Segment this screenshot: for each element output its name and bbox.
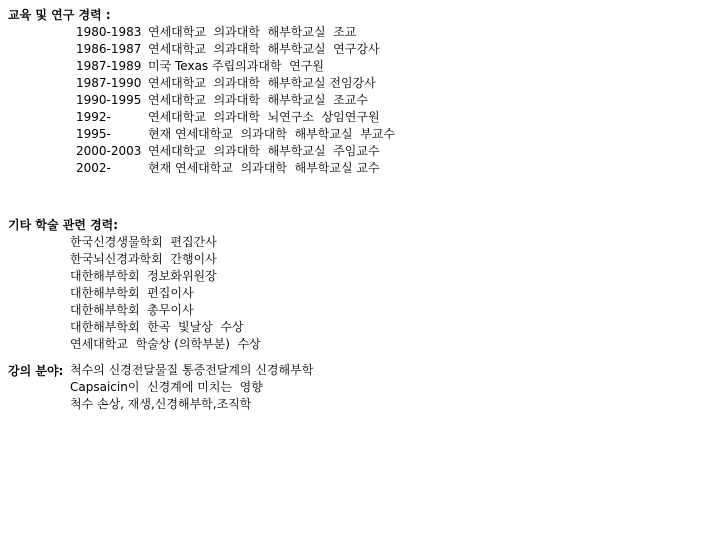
list-item: 척수 손상, 재생,신경해부학,조직학: [70, 397, 252, 411]
career-entry-detail: 미국 Texas 주립의과대학 연구원: [148, 59, 324, 73]
list-item: [76, 160, 395, 177]
career-entry-detail: 연세대학교 의과대학 뇌연구소 상임연구원: [148, 110, 380, 124]
career-entry-detail: 현재 연세대학교 의과대학 해부학교실 교수: [148, 161, 380, 175]
list-item: 대한해부학회 총무이사: [70, 303, 194, 317]
career-entry-detail: 현재 연세대학교 의과대학 해부학교실 부교수: [148, 127, 395, 141]
list-item: [76, 24, 395, 41]
list-item: [76, 75, 395, 92]
list-item: 척수의 신경전달물질 통증전달계의 신경해부학: [70, 363, 314, 377]
career-entry-period: 2002-: [76, 161, 111, 175]
career-entry-period: 1986-1987: [76, 42, 142, 56]
career-entry-detail: 연세대학교 의과대학 해부학교실 조교: [148, 25, 357, 39]
list-item: [76, 58, 395, 75]
career-entry-detail: 연세대학교 의과대학 해부학교실 연구강사: [148, 42, 380, 56]
list-item: [76, 143, 395, 160]
career-entry-period: 1980-1983: [76, 25, 142, 39]
list-item: Capsaicin이 신경계에 미치는 영향: [70, 380, 263, 394]
career-entry-period: 1992-: [76, 110, 111, 124]
career-entry-period: 1987-1989: [76, 59, 142, 73]
career-entry-detail: 연세대학교 의과대학 해부학교실 전임강사: [148, 76, 376, 90]
career-entry-period: 2000-2003: [76, 144, 142, 158]
list-item: 대한해부학회 한곡 빛날상 수상: [70, 320, 244, 334]
list-item: [76, 126, 395, 143]
other-academic-section-heading: 기타 학술 관련 경력:: [8, 218, 119, 232]
list-item: 대한해부학회 편집이사: [70, 286, 194, 300]
career-entry-detail: 연세대학교 의과대학 해부학교실 주임교수: [148, 144, 380, 158]
career-entry-period: 1990-1995: [76, 93, 142, 107]
career-entry-list: [76, 24, 395, 177]
career-entry-detail: 연세대학교 의과대학 해부학교실 조교수: [148, 93, 368, 107]
career-section-heading: 교육 및 연구 경력 :: [8, 8, 111, 22]
career-entry-period: 1995-: [76, 127, 111, 141]
list-item: [76, 92, 395, 109]
list-item: [76, 109, 395, 126]
career-entry-period: 1987-1990: [76, 76, 142, 90]
list-item: 한국뇌신경과학회 간행이사: [70, 252, 217, 266]
lecture-section-heading: 강의 분야:: [8, 364, 64, 378]
lecture-list: [70, 362, 313, 413]
list-item: [76, 41, 395, 58]
list-item: 연세대학교 학술상 (의학부분) 수상: [70, 337, 261, 351]
list-item: 한국신경생물학회 편집간사: [70, 235, 217, 249]
other-academic-list: [70, 234, 261, 353]
list-item: 대한해부학회 정보화위원장: [70, 269, 217, 283]
